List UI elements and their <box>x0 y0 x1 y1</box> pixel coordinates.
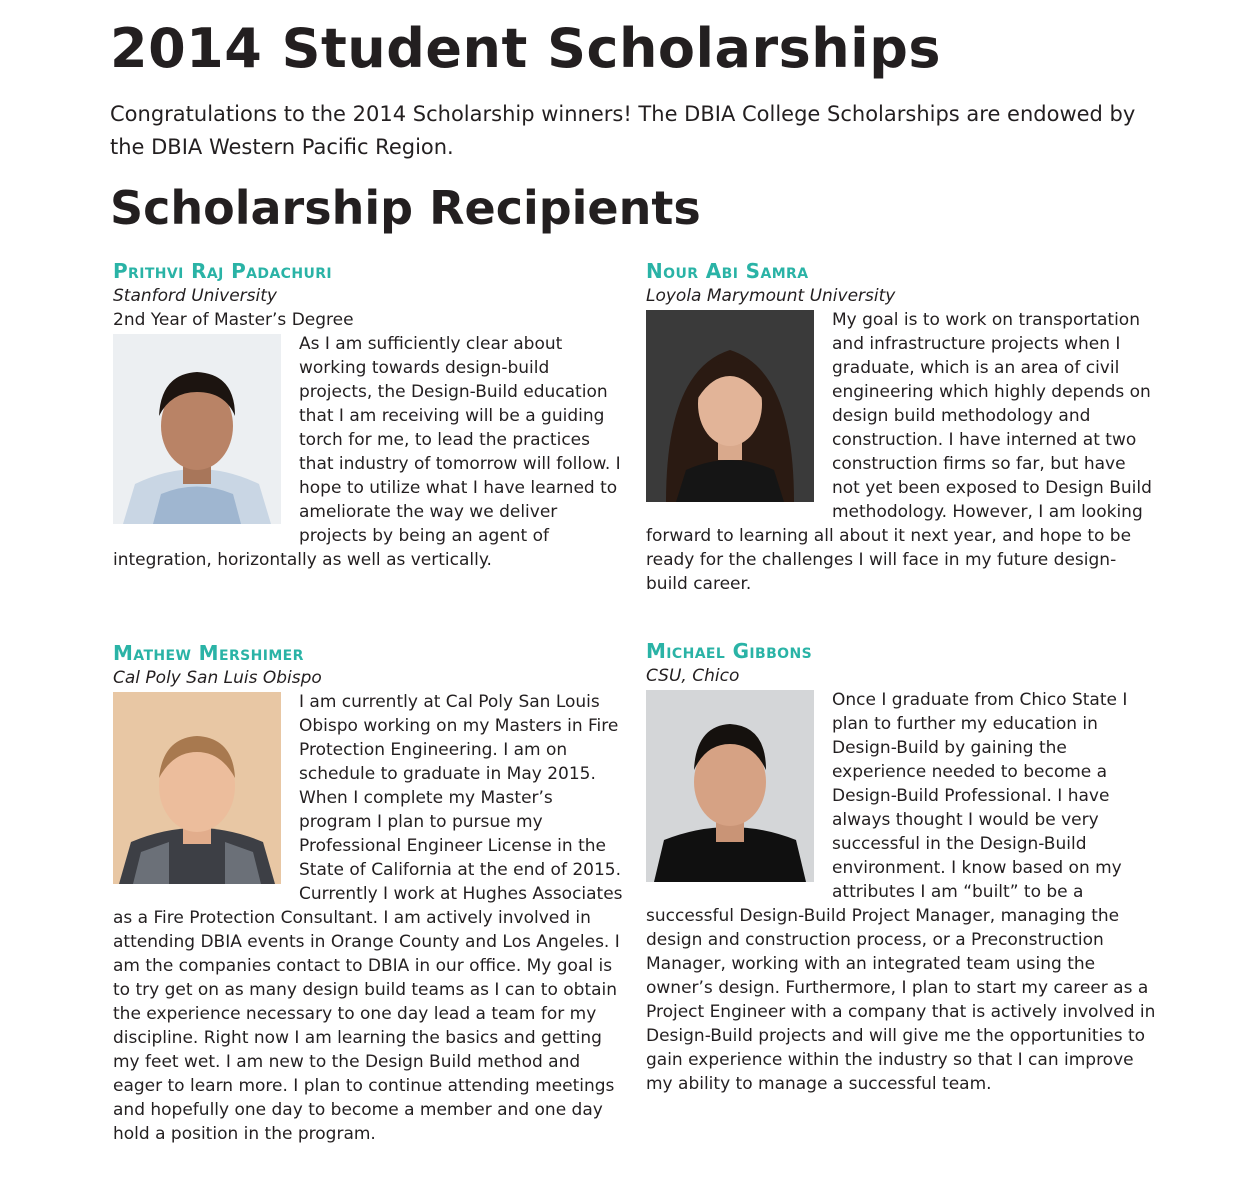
recipient-name: Mathew Mershimer <box>113 641 304 665</box>
recipient-entry <box>113 258 623 572</box>
recipient-entry <box>646 638 1156 1096</box>
recipient-entry <box>646 258 1156 596</box>
recipient-school: Loyola Marymount University <box>646 286 896 306</box>
page-title: 2014 Student Scholarships <box>110 17 941 80</box>
recipient-degree: 2nd Year of Master’s Degree <box>113 310 354 330</box>
recipient-school: CSU, Chico <box>646 666 740 686</box>
recipient-name: Michael Gibbons <box>646 639 813 663</box>
portrait-icon <box>113 334 281 524</box>
recipient-school: Stanford University <box>113 286 277 306</box>
recipient-bio: My goal is to work on transportation and infrastructure projects when I graduate, which is an area of civil engineering which highly depends on design build methodology and construction. I have interned at two construction firms so far, but have not yet been exposed to Design Build methodology. However, I am looking forward to learning all about it next year, and hope to be ready for the challenges I will face in my future design-build career. <box>646 310 1152 594</box>
recipient-photo <box>113 692 281 884</box>
recipient-photo <box>646 690 814 882</box>
recipient-photo <box>113 334 281 524</box>
portrait-icon <box>646 310 814 502</box>
recipient-photo <box>646 310 814 502</box>
recipient-bio: Once I graduate from Chico State I plan to further my education in Design-Build by gaining the experience needed to become a Design-Build Professional. I have always thought I would be very successful in the Design-Build environment. I know based on my attributes I am “built” to be a successful Design-Build Project Manager, managing the design and construction process, or a Preconstruction Manager, working with an integrated team using the owner’s design. Furthermore, I plan to start my career as a Project Engineer with a company that is actively involved in Design-Build projects and will give me the opportunities to gain experience within the industry so that I can improve my ability to manage a successful team. <box>646 690 1156 1094</box>
recipient-name: Prithvi Raj Padachuri <box>113 259 333 283</box>
portrait-icon <box>113 692 281 884</box>
intro-paragraph: Congratulations to the 2014 Scholarship winners! The DBIA College Scholarships are endowed by the DBIA Western Pacific Region. <box>110 102 1136 159</box>
recipient-entry <box>113 640 623 1146</box>
recipient-name: Nour Abi Samra <box>646 259 809 283</box>
section-title: Scholarship Recipients <box>110 181 701 235</box>
portrait-icon <box>646 690 814 882</box>
recipient-school: Cal Poly San Luis Obispo <box>113 668 322 688</box>
recipient-bio: As I am sufficiently clear about working towards design-build projects, the Design-Build education that I am receiving will be a guiding torch for me, to lead the practices that industry of tomorrow will follow. I hope to utilize what I have learned to ameliorate the way we deliver projects by being an agent of integration, horizontally as well as vertically. <box>113 334 621 570</box>
recipient-bio: I am currently at Cal Poly San Louis Obispo working on my Masters in Fire Protection Engineering. I am on schedule to graduate in May 2015. When I complete my Master’s program I plan to pursue my Professional Engineer License in the State of California at the end of 2015. Currently I work at Hughes Associates as a Fire Protection Consultant. I am actively involved in attending DBIA events in Orange County and Los Angeles. I am the companies contact to DBIA in our office. My goal is to try get on as many design build teams as I can to obtain the experience necessary to one day lead a team for my discipline. Right now I am learning the basics and getting my feet wet. I am new to the Design Build method and eager to learn more. I plan to continue attending meetings and hopefully one day to become a member and one day hold a position in the program. <box>113 692 623 1144</box>
